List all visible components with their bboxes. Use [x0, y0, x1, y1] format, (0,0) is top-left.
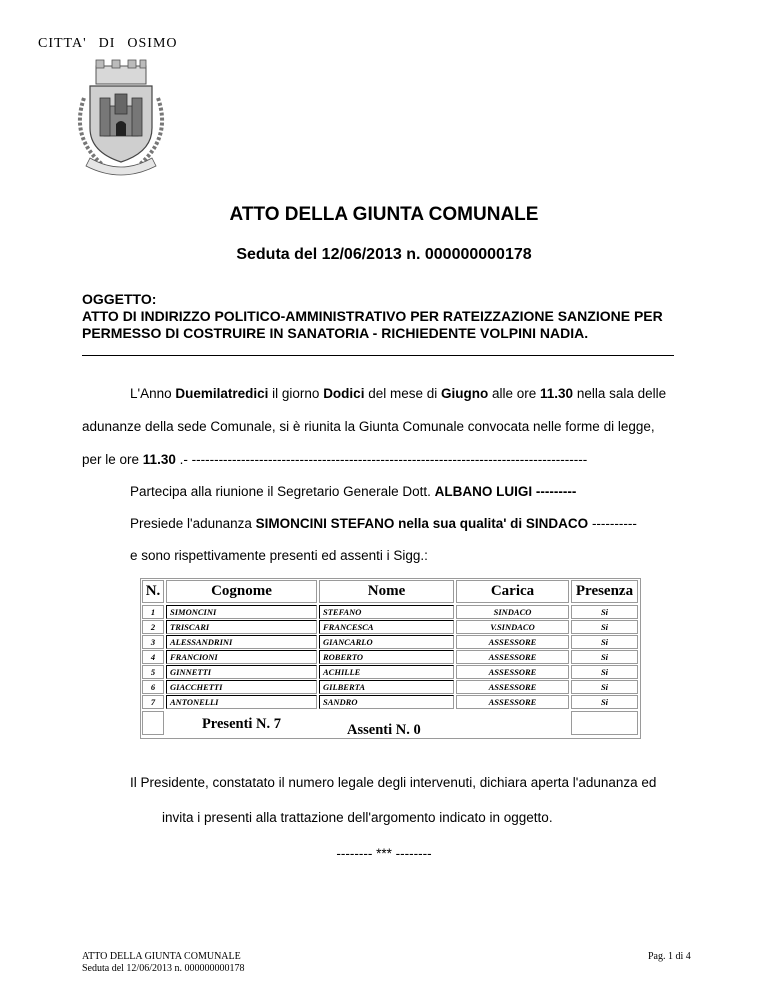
subject-block	[82, 291, 702, 342]
separator: -------- *** --------	[336, 846, 432, 861]
footer-session: Seduta del 12/06/2013 n. 000000000178	[82, 963, 245, 974]
table-cell-carica: ASSESSORE	[456, 650, 569, 664]
table-cell-cognome: GIACCHETTI	[166, 680, 317, 694]
paragraph-president	[130, 516, 637, 531]
table-cell-cognome: TRISCARI	[166, 620, 317, 634]
text: per le ore	[82, 452, 143, 467]
paragraph-secretary	[130, 484, 576, 499]
table-cell-nome: FRANCESCA	[319, 620, 454, 634]
paragraph-time	[82, 452, 587, 467]
table-cell-carica: ASSESSORE	[456, 680, 569, 694]
table-cell-n: 4	[142, 650, 164, 664]
time: 11.30	[540, 386, 574, 401]
text: nella sala delle	[573, 386, 667, 401]
session-line: Seduta del 12/06/2013 n. 000000000178	[236, 246, 532, 263]
header-presenza: Presenza	[571, 580, 638, 603]
table-cell-cognome: ANTONELLI	[166, 695, 317, 709]
header-n: N.	[142, 580, 164, 603]
table-cell-n: 7	[142, 695, 164, 709]
header-carica: Carica	[456, 580, 569, 603]
table-cell-n: 3	[142, 635, 164, 649]
table-cell-presenza: Si	[571, 680, 638, 694]
table-cell-n: 1	[142, 605, 164, 619]
table-cell-n: 2	[142, 620, 164, 634]
city-word: CITTA'	[38, 36, 87, 51]
text: L'Anno	[130, 386, 176, 401]
text: .- ----------------------------------------------------------------------------------------	[175, 452, 588, 467]
table-cell-presenza: Si	[571, 650, 638, 664]
table-cell-nome: SANDRO	[319, 695, 454, 709]
city-word: OSIMO	[127, 36, 178, 51]
table-cell-cognome: GINNETTI	[166, 665, 317, 679]
text: Partecipa alla riunione il Segretario Generale Dott.	[130, 484, 435, 499]
text: ----------	[588, 516, 637, 531]
subject-label: OGGETTO:	[82, 291, 157, 307]
city-header	[38, 36, 190, 52]
table-cell-carica: ASSESSORE	[456, 695, 569, 709]
paragraph-date	[130, 386, 666, 401]
paragraph-meeting: adunanze della sede Comunale, si è riunita la Giunta Comunale convocata nelle forme di legge,	[82, 419, 655, 434]
table-cell-carica: ASSESSORE	[456, 665, 569, 679]
city-crest-icon	[60, 58, 180, 180]
table-cell-cognome: SIMONCINI	[166, 605, 317, 619]
table-cell-n: 6	[142, 680, 164, 694]
footer-empty	[571, 711, 638, 735]
attendance-table	[140, 578, 641, 739]
text: alle ore	[488, 386, 541, 401]
table-cell-nome: ACHILLE	[319, 665, 454, 679]
table-cell-nome: GIANCARLO	[319, 635, 454, 649]
table-cell-carica: SINDACO	[456, 605, 569, 619]
table-cell-presenza: Si	[571, 695, 638, 709]
text: Presiede l'adunanza	[130, 516, 256, 531]
day: Dodici	[323, 386, 365, 401]
table-cell-presenza: Si	[571, 635, 638, 649]
absent-count: Assenti N. 0	[347, 722, 421, 738]
city-word: DI	[98, 36, 116, 51]
header-nome: Nome	[319, 580, 454, 603]
table-cell-nome: STEFANO	[319, 605, 454, 619]
footer-empty	[456, 711, 569, 735]
president-name: SIMONCINI STEFANO nella sua qualita' di SINDACO	[255, 516, 589, 531]
present-count: Presenti N. 7	[201, 716, 282, 732]
table-cell-cognome: FRANCIONI	[166, 650, 317, 664]
footer-title: ATTO DELLA GIUNTA COMUNALE	[82, 951, 241, 962]
month: Giugno	[441, 386, 489, 401]
divider	[82, 355, 674, 356]
text: il giorno	[268, 386, 324, 401]
paragraph-attendance: e sono rispettivamente presenti ed assenti i Sigg.:	[130, 548, 428, 563]
document-title: ATTO DELLA GIUNTA COMUNALE	[229, 204, 539, 225]
table-cell-carica: ASSESSORE	[456, 635, 569, 649]
page-number: Pag. 1 di 4	[648, 951, 691, 962]
secretary-name: ALBANO LUIGI ---------	[434, 484, 577, 499]
text: del mese di	[364, 386, 441, 401]
table-cell-presenza: Si	[571, 605, 638, 619]
table-cell-cognome: ALESSANDRINI	[166, 635, 317, 649]
page-footer	[82, 951, 245, 975]
header-cognome: Cognome	[166, 580, 317, 603]
table-cell-nome: ROBERTO	[319, 650, 454, 664]
closing-line-1: Il Presidente, constatato il numero legale degli intervenuti, dichiara aperta l'adunanza ed	[130, 775, 657, 790]
table-cell-presenza: Si	[571, 620, 638, 634]
closing-line-2: invita i presenti alla trattazione dell'argomento indicato in oggetto.	[162, 810, 553, 825]
table-cell-n: 5	[142, 665, 164, 679]
table-cell-nome: GILBERTA	[319, 680, 454, 694]
table-cell-carica: V.SINDACO	[456, 620, 569, 634]
footer-empty	[142, 711, 164, 735]
subject-text: ATTO DI INDIRIZZO POLITICO-AMMINISTRATIVO PER RATEIZZAZIONE SANZIONE PER PERMESSO DI COSTRUIRE IN SANATORIA - RICHIEDENTE VOLPINI NADIA.	[82, 308, 663, 341]
table-cell-presenza: Si	[571, 665, 638, 679]
time: 11.30	[142, 452, 176, 467]
year: Duemilatredici	[175, 386, 269, 401]
